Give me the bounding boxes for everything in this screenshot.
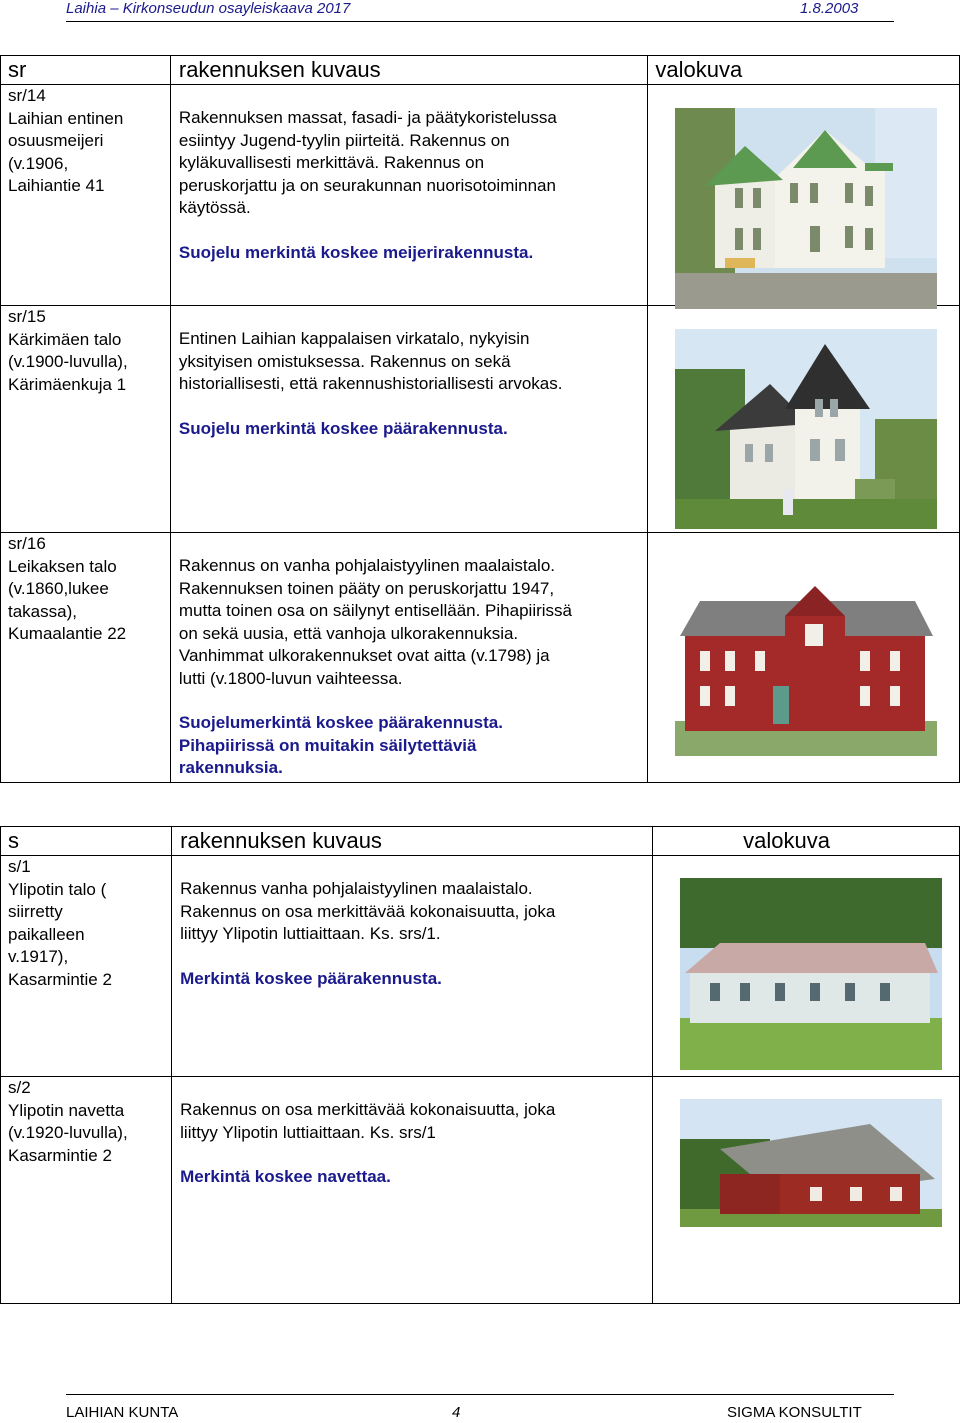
row-name-line: (v.1860,lukee: [8, 579, 109, 598]
col-header-description: rakennuksen kuvaus: [170, 56, 647, 85]
table-sr: [0, 55, 960, 783]
table-header-row: [1, 56, 960, 85]
row-name-line: takassa),: [8, 601, 77, 621]
col-header-code: sr: [1, 56, 171, 85]
photo-cell: [648, 85, 960, 306]
protection-note: Merkintä koskee päärakennusta.: [180, 968, 442, 988]
desc-line: Entinen Laihian kappalaisen virkatalo, nykyisin: [178, 329, 530, 348]
desc-line: Rakennuksen toinen pääty on peruskorjattu 1947,: [178, 578, 555, 598]
desc-line: Rakennus on osa merkittävää kokonaisuutta, joka: [180, 1100, 556, 1119]
row-code: sr/16: [8, 534, 46, 553]
desc-line: Rakennus on vanha pohjalaistyylinen maalaistalo.: [178, 556, 555, 575]
desc-line: liittyy Ylipotin luttiaittaan. Ks. srs/1: [180, 1122, 436, 1142]
row-id-cell: [1, 1077, 172, 1304]
desc-line: kyläkuvallisesti merkittävä. Rakennus on: [178, 153, 485, 172]
row-name-line: Ylipotin talo (: [8, 879, 107, 899]
row-name-line: siirretty: [8, 902, 63, 921]
photo-cell: [653, 856, 960, 1077]
leikas-house-photo: [675, 556, 937, 756]
row-id-cell: [1, 306, 171, 533]
table-row: [1, 1077, 960, 1304]
desc-line: historiallisesti, että rakennushistoriallisesti arvokas.: [178, 374, 563, 393]
col-header-description: rakennuksen kuvaus: [172, 827, 653, 856]
row-code: s/2: [8, 1078, 31, 1097]
desc-line: liittyy Ylipotin luttiaittaan. Ks. srs/1.: [180, 924, 441, 943]
row-description-cell: [172, 856, 653, 1077]
desc-line: käytössä.: [178, 198, 251, 217]
row-name-line: Laihiantie 41: [8, 176, 105, 195]
karkimaki-house-photo: [675, 329, 937, 529]
row-name-line: (v.1900-luvulla),: [8, 352, 128, 371]
table-row: [1, 306, 960, 533]
row-name-line: v.1917),: [8, 947, 69, 966]
footer-consultant: SIGMA KONSULTIT: [727, 1404, 862, 1421]
protection-note: Suojelu merkintä koskee päärakennusta.: [178, 418, 508, 438]
page-number: 4: [452, 1404, 461, 1421]
table-row: [1, 85, 960, 306]
row-name-line: Leikaksen talo: [8, 556, 117, 576]
table-row: [1, 533, 960, 783]
desc-line: lutti (v.1800-luvun vaihteessa.: [178, 668, 403, 688]
protection-note: Merkintä koskee navettaa.: [180, 1167, 391, 1186]
row-code: sr/15: [8, 307, 46, 326]
row-description-cell: [172, 1077, 653, 1304]
desc-line: on sekä uusia, että vanhoja ulkorakennuksia.: [178, 623, 519, 643]
row-name-line: paikalleen: [8, 924, 85, 944]
header-rule: [66, 21, 894, 22]
desc-line: peruskorjattu ja on seurakunnan nuorisotoiminnan: [178, 175, 556, 195]
row-description-cell: [170, 85, 647, 306]
protection-note: Pihapiirissä on muitakin säilytettäviä: [178, 735, 477, 755]
photo-cell: [653, 1077, 960, 1304]
row-name-line: osuusmeijeri: [8, 131, 104, 150]
row-name-line: Kärkimäen talo: [8, 329, 122, 349]
row-id-cell: [1, 533, 171, 783]
protection-note: Suojelumerkintä koskee päärakennusta.: [178, 713, 503, 732]
header-date: 1.8.2003: [800, 0, 859, 17]
desc-line: yksityisen omistuksessa. Rakennus on sekä: [178, 351, 511, 371]
desc-line: mutta toinen osa on säilynyt entisellään. Pihapiirissä: [178, 601, 572, 620]
col-header-photo: valokuva: [648, 56, 960, 85]
desc-line: Vanhimmat ulkorakennukset ovat aitta (v.1798) ja: [178, 646, 550, 665]
row-name-line: Kärimäenkuja 1: [8, 374, 127, 394]
row-name-line: (v.1906,: [8, 153, 69, 173]
row-name-line: (v.1920-luvulla),: [8, 1123, 128, 1142]
row-id-cell: [1, 856, 172, 1077]
row-name-line: Ylipotin navetta: [8, 1100, 125, 1120]
footer-organization: LAIHIAN KUNTA: [66, 1404, 179, 1421]
row-id-cell: [1, 85, 171, 306]
protection-note: Suojelu merkintä koskee meijerirakennusta.: [178, 242, 534, 262]
table-row: [1, 856, 960, 1077]
footer-rule: [66, 1394, 894, 1395]
photo-cell: [648, 306, 960, 533]
row-code: s/1: [8, 857, 31, 876]
photo-cell: [648, 533, 960, 783]
row-code: sr/14: [8, 86, 46, 105]
page-header: [0, 0, 960, 18]
desc-line: Rakennus vanha pohjalaistyylinen maalaistalo.: [180, 879, 533, 898]
protection-note: rakennuksia.: [178, 758, 283, 777]
ylipotti-barn-photo: [680, 1099, 942, 1227]
row-name-line: Laihian entinen: [8, 108, 124, 128]
desc-line: esiintyy Jugend-tyylin piirteitä. Rakennus on: [178, 130, 510, 150]
dairy-building-photo: [675, 108, 937, 309]
desc-line: Rakennus on osa merkittävää kokonaisuutta, joka: [180, 901, 556, 921]
header-title: Laihia – Kirkonseudun osayleiskaava 2017: [66, 0, 351, 17]
col-header-photo: valokuva: [653, 827, 960, 856]
desc-line: Rakennuksen massat, fasadi- ja päätykoristelussa: [178, 108, 557, 127]
table-s: [0, 826, 960, 1304]
ylipotti-house-photo: [680, 878, 942, 1070]
row-name-line: Kasarmintie 2: [8, 969, 112, 989]
col-header-code: s: [1, 827, 172, 856]
row-name-line: Kasarmintie 2: [8, 1145, 112, 1165]
row-name-line: Kumaalantie 22: [8, 624, 127, 643]
row-description-cell: [170, 533, 647, 783]
table-header-row: [1, 827, 960, 856]
row-description-cell: [170, 306, 647, 533]
